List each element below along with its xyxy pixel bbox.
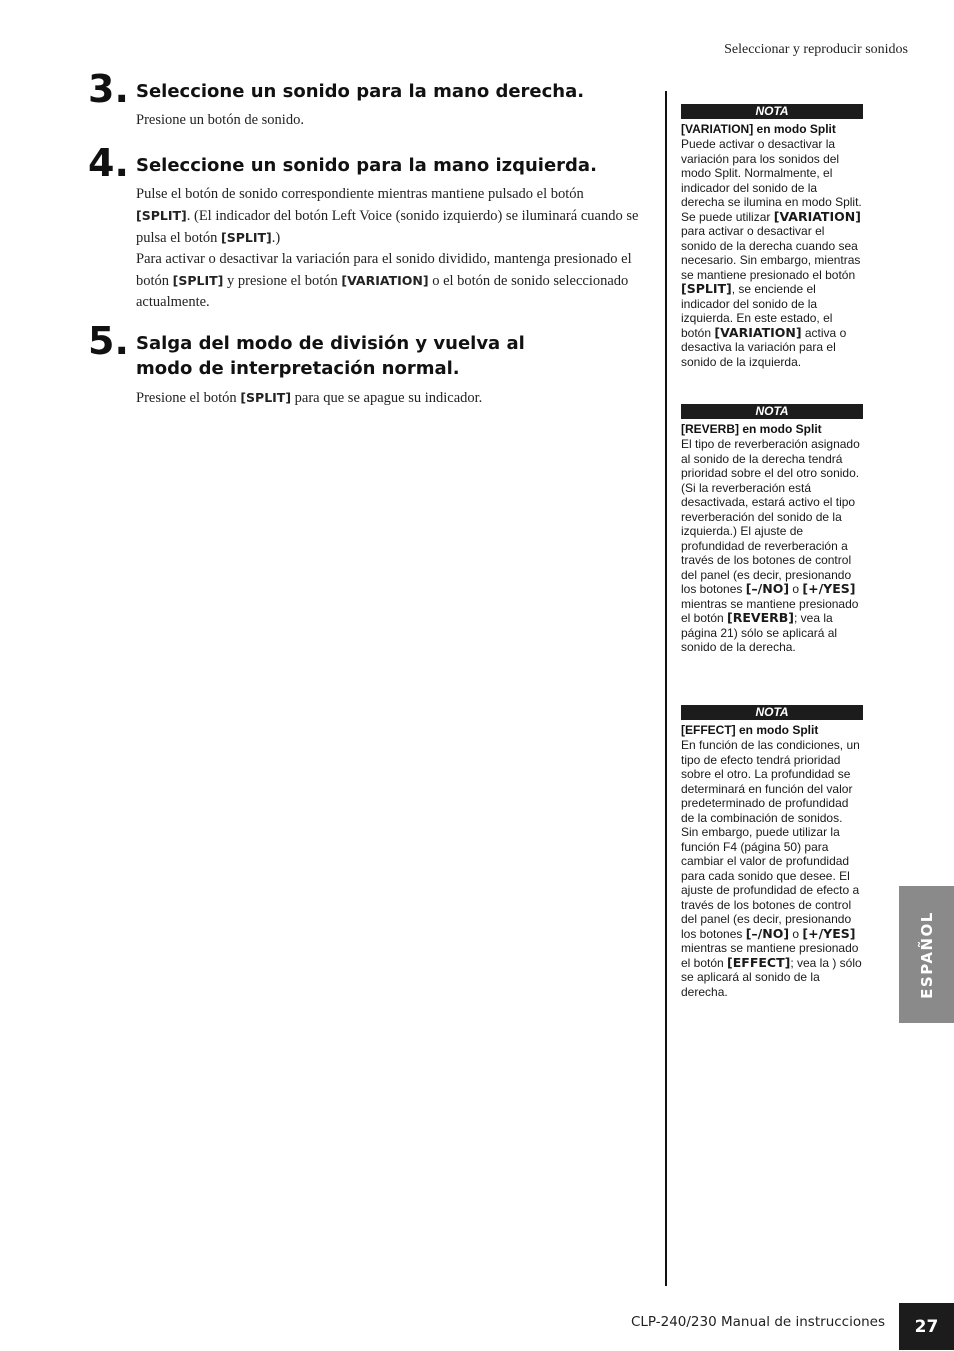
button-name: [+/YES] bbox=[802, 925, 856, 941]
note-label: NOTA bbox=[681, 705, 863, 720]
note-body: Puede activar o desactivar la variación para los sonidos del modo Split. Normalmente, el indicador del sonido de la derecha se ilumina en modo Split. Se puede utilizar [VARIATION] para activar o desactivar el sonido de la derecha cuando sea necesario. Sin embargo, mientras se mantiene presionado el botón [SPLIT], se enciende el indicador del sonido de la izquierda. En este estado, el botón [VARIATION] activa o desactiva la variación para el sonido de la izquierda. bbox=[681, 137, 862, 369]
note-heading: [EFFECT] en modo Split bbox=[681, 723, 819, 737]
note-label: NOTA bbox=[681, 404, 863, 419]
language-label: ESPAÑOL bbox=[917, 910, 936, 999]
note-heading: [VARIATION] en modo Split bbox=[681, 122, 836, 136]
note-label: NOTA bbox=[681, 104, 863, 119]
button-name: [SPLIT] bbox=[240, 390, 292, 405]
step-5 bbox=[88, 319, 648, 409]
step-title: Salga del modo de división y vuelva al modo de interpretación normal. bbox=[136, 333, 525, 379]
button-name: [SPLIT] bbox=[136, 208, 187, 223]
button-name: [EFFECT] bbox=[727, 954, 791, 970]
button-name: [+/YES] bbox=[802, 581, 856, 596]
note-effect bbox=[681, 705, 863, 999]
button-name: [VARIATION] bbox=[773, 208, 861, 224]
button-name: [VARIATION] bbox=[714, 324, 802, 340]
note-body: En función de las condiciones, un tipo de efecto tendrá prioridad sobre el otro. La profundidad se determinará en función del valor predeterminado de profundidad de la combinación de sonidos. Sin embargo, puede utilizar la función F4 (página 50) para cambiar el valor de profundidad para cada sonido que desee. El ajuste de profundidad de efecto a través de los botones de control del panel (es decir, presionando los botones [–/NO] o [+/YES] mientras se mantiene presionado el botón [EFFECT]; vea la ) sólo se aplicará al sonido de la derecha. bbox=[681, 738, 862, 999]
button-name: [SPLIT] bbox=[172, 273, 224, 288]
step-4 bbox=[88, 141, 648, 313]
step-body: Presione el botón [SPLIT] para que se apague su indicador. bbox=[136, 390, 483, 406]
note-variation bbox=[681, 104, 863, 369]
step-number: 4. bbox=[88, 141, 129, 185]
step-number: 5. bbox=[88, 319, 129, 363]
step-number: 3. bbox=[88, 67, 129, 111]
note-heading: [REVERB] en modo Split bbox=[681, 422, 822, 436]
step-title: Seleccione un sonido para la mano izquierda. bbox=[136, 155, 597, 176]
step-body: Presione un botón de sonido. bbox=[136, 112, 304, 128]
page-number: 27 bbox=[899, 1303, 954, 1350]
language-tab bbox=[899, 886, 954, 1023]
footer-title: CLP-240/230 Manual de instrucciones bbox=[630, 1314, 885, 1330]
column-divider bbox=[665, 91, 667, 1286]
note-body: El tipo de reverberación asignado al sonido de la derecha tendrá prioridad sobre el del otro sonido. (Si la reverberación está desactivada, estará activo el tipo reverberación del sonido de la izquierda.) El ajuste de profundidad de reverberación a través de los botones de control del panel (es decir, presionando los botones [–/NO] o [+/YES] mientras se mantiene presionado el botón [REVERB]; vea la página 21) sólo se aplicará al sonido de la derecha. bbox=[681, 437, 860, 654]
button-name: [REVERB] bbox=[727, 610, 795, 625]
step-body: Pulse el botón de sonido correspondiente mientras mantiene pulsado el botón [SPLIT]. (El indicador del botón Left Voice (sonido izquierdo) se iluminará cuando se pulsa el botón [SPLIT].) Para activar o desactivar la variación para el sonido dividido, mantenga presionado el botón [SPLIT] y presione el botón [VARIATION] o el botón de sonido seleccionado actualmente. bbox=[136, 186, 639, 310]
button-name: [SPLIT] bbox=[681, 281, 732, 296]
note-reverb bbox=[681, 404, 863, 655]
running-header: Seleccionar y reproducir sonidos bbox=[724, 42, 908, 57]
button-name: [VARIATION] bbox=[341, 273, 429, 288]
step-title: Seleccione un sonido para la mano derecha. bbox=[136, 81, 585, 102]
step-3 bbox=[88, 67, 648, 131]
button-name: [–/NO] bbox=[745, 581, 790, 596]
button-name: [–/NO] bbox=[745, 925, 790, 941]
button-name: [SPLIT] bbox=[220, 230, 272, 245]
